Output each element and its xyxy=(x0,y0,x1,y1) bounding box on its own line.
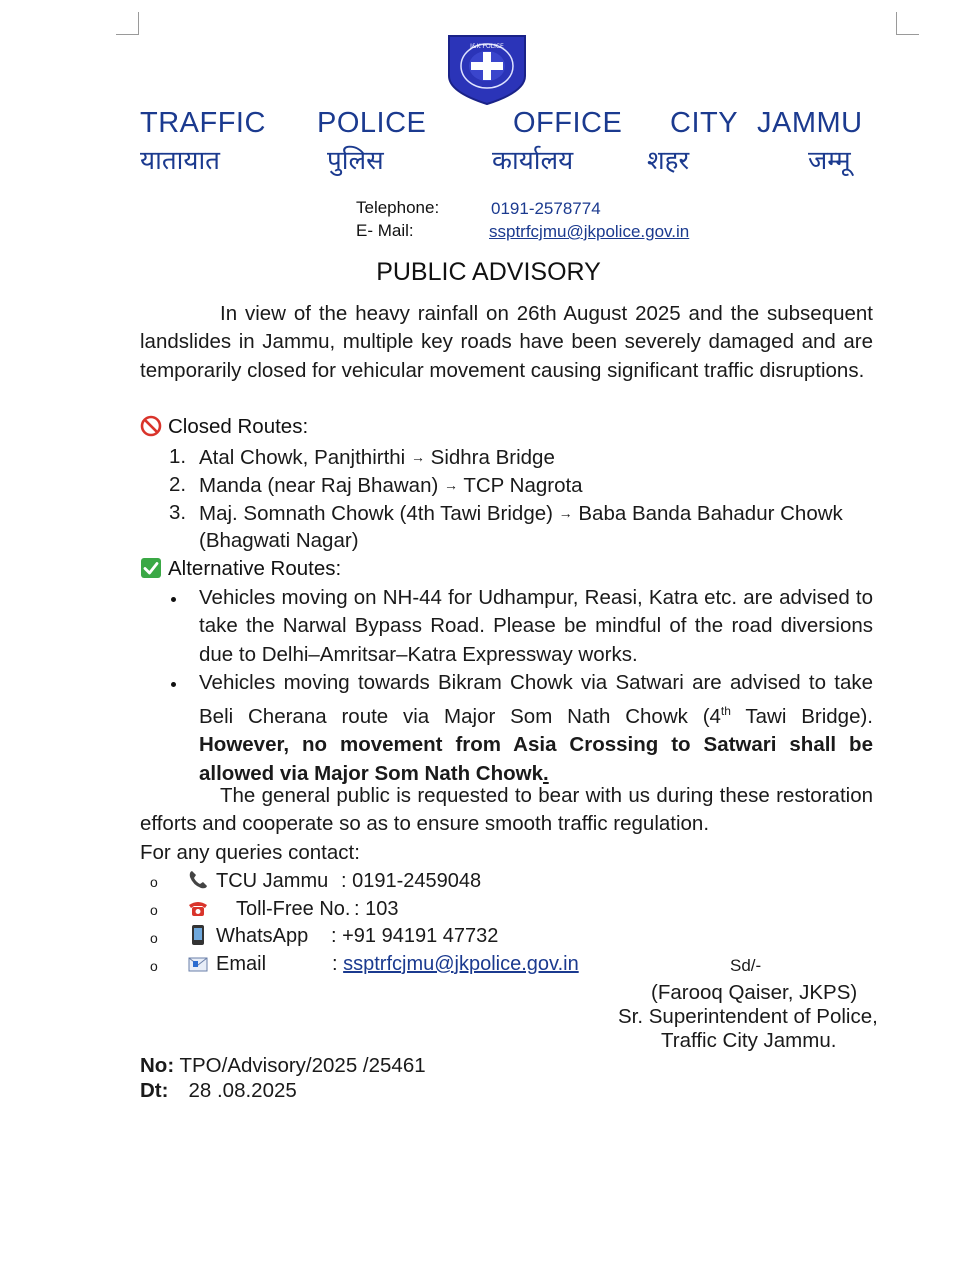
header-jammu: JAMMU xyxy=(757,107,863,139)
header-hindi-traffic: यातायात xyxy=(140,146,221,176)
closed-item-2-from: Manda (near Raj Bhawan) xyxy=(199,474,439,497)
reference-date-rest: .08.2025 xyxy=(211,1079,297,1102)
signatory-name: (Farooq Qaiser, JKPS) xyxy=(651,981,858,1004)
alternative-route-1: Vehicles moving on NH-44 for Udhampur, Reasi, Katra etc. are advised to take the Narwal Bypass Road. Please be mindful of the road diversions due to Delhi–Amritsar–Katra Expressway works. xyxy=(199,586,873,666)
header-hindi-jammu: जम्मू xyxy=(808,146,851,176)
header-hindi-office: कार्यालय xyxy=(492,146,574,176)
intro-text: In view of the heavy rainfall on 26th August 2025 and the subsequent landslides in Jammu, multiple key roads have been severely damaged and are temporarily closed for vehicular movement causing significant traffic disruptions. xyxy=(140,302,873,382)
query-email-colon: : xyxy=(332,953,344,975)
telephone-receiver-icon xyxy=(187,869,209,891)
closed-item-1-from: Atal Chowk, Panjthirthi xyxy=(199,446,406,469)
arrow-right-icon: → xyxy=(444,477,458,493)
list-marker: o xyxy=(150,930,158,946)
closed-item-1-number: 1. xyxy=(169,445,187,468)
query-whatsapp-value: : +91 94191 47732 xyxy=(331,925,499,947)
crop-mark-top-right xyxy=(896,12,919,35)
header-hindi-city: शहर xyxy=(647,146,690,176)
alternative-route-2-restriction: However, no movement from Asia Crossing to Satwari shall be allowed via Major Som Nath Chowk xyxy=(199,733,873,785)
closed-item-3-to: Baba Banda Bahadur Chowk xyxy=(578,502,843,525)
closed-item-3-number: 3. xyxy=(169,501,187,524)
header-office: OFFICE xyxy=(513,107,623,139)
check-mark-icon xyxy=(140,557,162,579)
signatory-designation: Sr. Superintendent of Police, xyxy=(618,1005,878,1028)
bullet-icon xyxy=(171,682,176,687)
alternative-route-2-text: Vehicles moving towards Bikram Chowk via Satwari are advised to take Beli Cherana route via Major Som Nath Chowk (4 xyxy=(199,671,873,729)
alternative-routes-label: Alternative Routes: xyxy=(168,557,342,580)
closing-paragraph xyxy=(140,782,873,839)
query-email-value xyxy=(332,950,579,978)
closed-item-3-continuation: (Bhagwati Nagar) xyxy=(199,529,359,552)
closed-item-3-from: Maj. Somnath Chowk (4th Tawi Bridge) xyxy=(199,502,553,525)
alternative-routes-heading xyxy=(140,555,341,583)
query-tcu-label: TCU Jammu xyxy=(216,870,329,892)
email-link[interactable]: ssptrfcjmu@jkpolice.gov.in xyxy=(489,222,690,241)
header-traffic: TRAFFIC xyxy=(140,107,266,139)
query-whatsapp-label: WhatsApp xyxy=(216,925,309,947)
reference-date-label: Dt: xyxy=(140,1079,169,1102)
closed-item-2 xyxy=(199,471,583,500)
query-email-label: Email xyxy=(216,953,267,975)
header-police: POLICE xyxy=(317,107,427,139)
header-city: CITY xyxy=(670,107,739,139)
bullet-icon xyxy=(171,597,176,602)
alternative-route-2 xyxy=(199,669,873,788)
queries-heading: For any queries contact: xyxy=(140,841,360,864)
closed-item-2-number: 2. xyxy=(169,473,187,496)
closed-item-1 xyxy=(199,443,555,472)
reference-date xyxy=(140,1078,297,1103)
list-marker: o xyxy=(150,874,158,890)
reference-date-day: 28 xyxy=(188,1079,212,1102)
signature-mark: Sd/- xyxy=(730,956,762,975)
reference-number xyxy=(140,1053,426,1078)
query-email-link[interactable]: ssptrfcjmu@jkpolice.gov.in xyxy=(343,953,579,975)
closed-routes-label: Closed Routes: xyxy=(168,415,309,438)
query-tollfree-value: : 103 xyxy=(354,898,399,920)
prohibited-icon xyxy=(140,415,162,437)
header-hindi-police: पुलिस xyxy=(327,146,384,176)
page-title: PUBLIC ADVISORY xyxy=(376,258,601,286)
arrow-right-icon: → xyxy=(558,505,573,521)
reference-number-value: TPO/Advisory/2025 /25461 xyxy=(179,1054,426,1077)
alternative-route-2-text-end: Tawi Bridge). xyxy=(730,705,873,729)
list-marker: o xyxy=(150,902,158,918)
ordinal-suffix: th xyxy=(720,704,731,719)
email-label: E- Mail: xyxy=(356,221,414,240)
crop-mark-top-left xyxy=(116,12,139,35)
closed-item-3 xyxy=(199,499,843,528)
reference-number-label: No: xyxy=(140,1054,175,1077)
signatory-office: Traffic City Jammu. xyxy=(661,1029,837,1052)
telephone-value: 0191-2578774 xyxy=(491,199,601,218)
email-icon xyxy=(187,953,209,975)
closed-item-2-to: TCP Nagrota xyxy=(463,474,583,497)
closed-item-1-to: Sidhra Bridge xyxy=(430,446,555,469)
closing-text: The general public is requested to bear with us during these restoration efforts and cooperate so as to ensure smooth traffic regulation. xyxy=(140,784,873,836)
restriction-period: . xyxy=(543,761,549,785)
query-tollfree-label: Toll-Free No. xyxy=(236,898,351,920)
list-marker: o xyxy=(150,958,158,974)
police-emblem-logo xyxy=(445,32,529,106)
red-telephone-icon xyxy=(187,897,209,919)
closed-routes-heading xyxy=(140,413,308,441)
arrow-right-icon: → xyxy=(410,449,425,465)
telephone-label: Telephone: xyxy=(356,198,440,217)
intro-paragraph xyxy=(140,300,873,385)
query-tcu-value: : 0191-2459048 xyxy=(341,870,482,892)
svg-text:J&K POLICE: J&K POLICE xyxy=(470,43,504,50)
mobile-phone-icon xyxy=(187,924,209,946)
